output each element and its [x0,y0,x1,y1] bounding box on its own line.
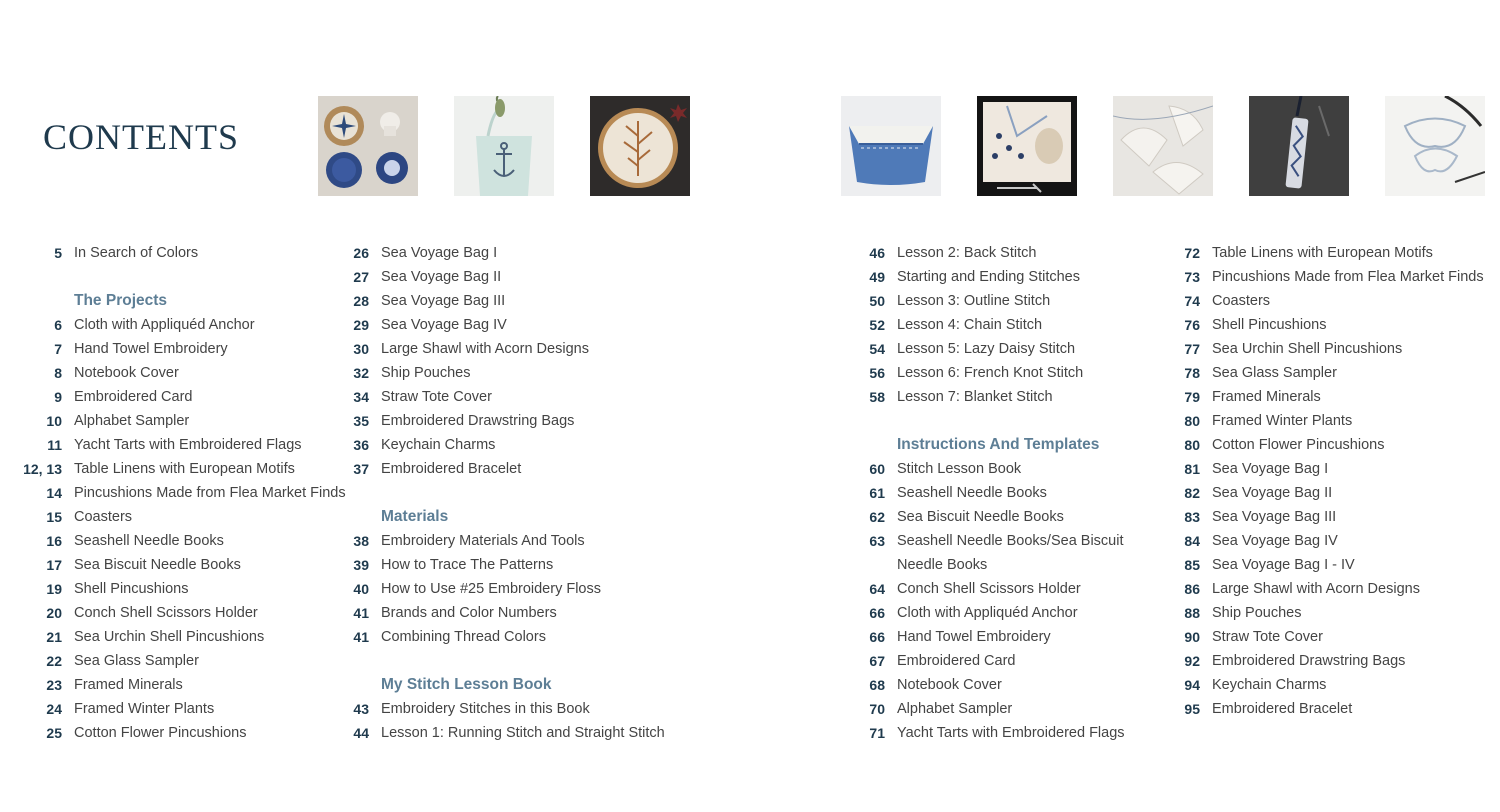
section-spacer [381,481,665,505]
toc-entry[interactable] [23,457,346,481]
toc-entry[interactable] [353,265,665,289]
entry-title: Notebook Cover [897,677,1002,693]
toc-entry[interactable] [46,721,346,745]
page-number: 78 [1184,365,1200,381]
toc-entry[interactable] [353,697,665,721]
entry-title: Yacht Tarts with Embroidered Flags [897,725,1125,741]
entry-title: Sea Voyage Bag I - IV [1212,557,1355,573]
toc-entry[interactable] [46,601,346,625]
toc-entry[interactable] [54,313,346,337]
entry-title: Large Shawl with Acorn Designs [381,341,589,357]
page-number: 95 [1184,701,1200,717]
page-number: 36 [353,437,369,453]
toc-entry[interactable] [46,577,346,601]
entry-title: Pincushions Made from Flea Market Finds [1212,269,1484,285]
toc-entry[interactable] [46,409,346,433]
toc-entry[interactable] [54,385,346,409]
entry-title: Seashell Needle Books [897,485,1047,501]
entry-title: Sea Voyage Bag II [381,269,502,285]
section-spacer [74,265,346,289]
entry-title: Embroidered Drawstring Bags [1212,653,1406,669]
page-number: 49 [869,269,885,285]
toc-entry[interactable] [1184,385,1484,409]
entry-title: Sea Glass Sampler [74,653,199,669]
tote-bag-photo [454,96,554,196]
toc-entry[interactable] [353,409,665,433]
toc-entry[interactable] [1184,313,1484,337]
page-number: 8 [54,365,62,381]
entry-title: Embroidery Materials And Tools [381,533,585,549]
toc-entry[interactable] [353,337,665,361]
page-number: 82 [1184,485,1200,501]
entry-title: Coasters [74,509,133,525]
toc-entry[interactable] [869,673,1125,697]
page-number: 16 [46,533,62,549]
page-number: 17 [46,557,62,573]
embroidery-hoop-photo [590,96,690,196]
entry-title: Straw Tote Cover [1212,629,1323,645]
page-number: 66 [869,605,885,621]
entry-title: Table Linens with European Motifs [74,461,295,477]
page-number: 94 [1184,677,1200,693]
page-number: 19 [46,581,62,597]
toc-entry[interactable] [353,553,665,577]
entry-title: Notebook Cover [74,365,179,381]
toc-entry[interactable] [869,697,1125,721]
page-number: 32 [353,365,369,381]
entry-title: Starting and Ending Stitches [897,269,1080,285]
toc-entry[interactable] [1184,265,1484,289]
toc-entry[interactable] [869,649,1125,673]
page-number: 71 [869,725,885,741]
toc-entry[interactable] [897,553,1125,577]
page-number: 28 [353,293,369,309]
toc-column-4 [1184,241,1484,721]
page-number: 11 [47,437,62,453]
toc-entry[interactable] [1184,601,1484,625]
page-number: 37 [353,461,369,477]
page-number: 29 [353,317,369,333]
entry-title: Cotton Flower Pincushions [74,725,247,741]
page-number: 85 [1184,557,1200,573]
entry-title: Keychain Charms [1212,677,1327,693]
toc-entry[interactable] [46,553,346,577]
entry-title: Alphabet Sampler [74,413,190,429]
entry-title: Embroidered Bracelet [1212,701,1353,717]
page-number: 88 [1184,605,1200,621]
entry-title: Ship Pouches [381,365,471,381]
entry-title: Lesson 7: Blanket Stitch [897,389,1053,405]
entry-title: Framed Minerals [1212,389,1321,405]
needle-book-photo [977,96,1077,196]
toc-entry[interactable] [353,577,665,601]
toc-entry[interactable] [353,433,665,457]
page-number: 10 [46,413,62,429]
toc-entry[interactable] [54,337,346,361]
toc-entry[interactable] [46,505,346,529]
page-number: 92 [1184,653,1200,669]
toc-entry[interactable] [1184,409,1484,433]
section-heading: The Projects [74,292,168,309]
page-number: 68 [869,677,885,693]
toc-entry[interactable] [869,721,1125,745]
toc-entry[interactable] [869,577,1125,601]
page-number: 58 [869,389,885,405]
toc-entry[interactable] [353,529,665,553]
toc-entry[interactable] [1184,241,1484,265]
page-number: 15 [46,509,62,525]
entry-title: In Search of Colors [74,245,199,261]
entry-title: Table Linens with European Motifs [1212,245,1433,261]
page-number: 30 [353,341,369,357]
section-heading: Materials [381,508,449,525]
entry-title: Sea Voyage Bag I [381,245,498,261]
toc-entry[interactable] [869,601,1125,625]
entry-title: Lesson 4: Chain Stitch [897,317,1043,333]
page-number: 62 [869,509,885,525]
page-number: 83 [1184,509,1200,525]
entry-title: Alphabet Sampler [897,701,1013,717]
toc-entry[interactable] [869,385,1125,409]
toc-entry[interactable] [1184,433,1484,457]
entry-title: Large Shawl with Acorn Designs [1212,581,1420,597]
toc-entry[interactable] [47,433,346,457]
page-number: 67 [869,653,885,669]
entry-title: Sea Voyage Bag IV [1212,533,1338,549]
page-number: 23 [46,677,62,693]
page-number: 56 [869,365,885,381]
toc-entry[interactable] [46,529,346,553]
page-number: 76 [1184,317,1200,333]
pouch-photo [841,96,941,196]
toc-entry[interactable] [1184,649,1484,673]
toc-entry[interactable] [353,457,665,481]
toc-entry[interactable] [869,313,1125,337]
entry-title: Cloth with Appliquéd Anchor [897,605,1078,621]
table-linen-photo [1385,96,1485,196]
entry-title: Framed Winter Plants [74,701,215,717]
entry-title: Conch Shell Scissors Holder [897,581,1081,597]
entry-title: Sea Voyage Bag III [1212,509,1337,525]
page-number: 61 [869,485,885,501]
entry-title: Lesson 6: French Knot Stitch [897,365,1084,381]
page-number: 79 [1184,389,1200,405]
page-number: 5 [54,245,62,261]
toc-entry[interactable] [1184,337,1484,361]
entry-title: Sea Voyage Bag IV [381,317,507,333]
toc-entry[interactable] [1184,553,1484,577]
entry-title: Straw Tote Cover [381,389,492,405]
toc-entry[interactable] [54,361,346,385]
toc-entry[interactable] [1184,457,1484,481]
toc-entry[interactable] [353,721,665,745]
page-number: 9 [54,389,62,405]
page-number: 90 [1184,629,1200,645]
entry-title: How to Trace The Patterns [381,557,554,573]
toc-entry[interactable] [46,649,346,673]
toc-column-1 [23,241,346,745]
toc-entry[interactable] [54,241,346,265]
entry-title: Embroidered Card [74,389,193,405]
entry-title: Embroidered Drawstring Bags [381,413,575,429]
page-number: 21 [46,629,62,645]
page-number: 12, 13 [23,461,62,477]
entry-title: Seashell Needle Books [74,533,224,549]
toc-entry[interactable] [869,529,1125,553]
toc-entry[interactable] [1184,481,1484,505]
entry-title: Sea Urchin Shell Pincushions [74,629,265,645]
page-number: 60 [869,461,885,477]
page-number: 25 [46,725,62,741]
page-number: 73 [1184,269,1200,285]
entry-title: Cloth with Appliquéd Anchor [74,317,255,333]
entry-title: Stitch Lesson Book [897,461,1022,477]
page-number: 70 [869,701,885,717]
page-number: 74 [1184,293,1200,309]
entry-title: Hand Towel Embroidery [897,629,1051,645]
entry-title: Coasters [1212,293,1271,309]
toc-entry[interactable] [1184,505,1484,529]
entry-title: Seashell Needle Books/Sea Biscuit [897,533,1124,549]
toc-entry[interactable] [1184,625,1484,649]
toc-entry[interactable] [869,265,1125,289]
page-number: 80 [1184,413,1200,429]
toc-entry[interactable] [1184,673,1484,697]
toc-entry[interactable] [1184,361,1484,385]
page-number: 72 [1184,245,1200,261]
entry-title: Sea Voyage Bag I [1212,461,1329,477]
page-number: 26 [353,245,369,261]
toc-entry[interactable] [869,481,1125,505]
entry-title: Sea Voyage Bag II [1212,485,1333,501]
toc-entry[interactable] [1184,529,1484,553]
toc-entry[interactable] [46,697,346,721]
page-number: 34 [353,389,369,405]
toc-entry[interactable] [353,601,665,625]
toc-column-3 [869,241,1125,745]
entry-title: Yacht Tarts with Embroidered Flags [74,437,302,453]
toc-entry[interactable] [869,289,1125,313]
page-number: 6 [54,317,62,333]
page-number: 63 [869,533,885,549]
entry-title: Lesson 3: Outline Stitch [897,293,1051,309]
page-number: 86 [1184,581,1200,597]
toc-entry[interactable] [869,457,1125,481]
entry-title: Brands and Color Numbers [381,605,557,621]
entry-title: Hand Towel Embroidery [74,341,228,357]
page-number: 22 [46,653,62,669]
page-number: 50 [869,293,885,309]
toc-entry[interactable] [353,313,665,337]
page-number: 43 [353,701,369,717]
section-heading: Instructions And Templates [897,436,1100,453]
entry-title: Lesson 2: Back Stitch [897,245,1037,261]
section-heading: My Stitch Lesson Book [381,676,552,693]
entry-title: Cotton Flower Pincushions [1212,437,1385,453]
page-number: 44 [353,725,369,741]
page-number: 24 [46,701,62,717]
toc-entry[interactable] [353,361,665,385]
entry-title: Keychain Charms [381,437,496,453]
page-number: 14 [46,485,62,501]
toc-entry[interactable] [1184,577,1484,601]
entry-title: Sea Biscuit Needle Books [897,509,1064,525]
entry-title: Lesson 1: Running Stitch and Straight Stitch [381,725,665,741]
section-spacer [381,649,665,673]
page-number: 7 [54,341,62,357]
toc-entry[interactable] [1184,289,1484,313]
section-spacer [897,409,1125,433]
toc-entry[interactable] [1184,697,1484,721]
toc-entry[interactable] [869,241,1125,265]
toc-entry[interactable] [46,481,346,505]
toc-entry[interactable] [353,289,665,313]
toc-entry[interactable] [869,337,1125,361]
entry-title: Sea Glass Sampler [1212,365,1337,381]
toc-entry[interactable] [869,625,1125,649]
entry-title: Embroidered Bracelet [381,461,522,477]
entry-title: Ship Pouches [1212,605,1302,621]
page-number: 54 [869,341,885,357]
entry-title: Sea Voyage Bag III [381,293,506,309]
page-number: 64 [869,581,885,597]
entry-title: Framed Minerals [74,677,183,693]
toc-entry[interactable] [353,625,665,649]
entry-title: Needle Books [897,557,988,573]
toc-column-2 [353,241,665,745]
entry-title: Framed Winter Plants [1212,413,1353,429]
toc-entry[interactable] [869,505,1125,529]
page-title: CONTENTS [43,117,239,158]
entry-title: Lesson 5: Lazy Daisy Stitch [897,341,1076,357]
page-number: 40 [353,581,369,597]
page-number: 27 [353,269,369,285]
toc-entry[interactable] [353,385,665,409]
shell-pincushions-photo [1113,96,1213,196]
toc-entry[interactable] [46,673,346,697]
page-number: 41 [353,605,369,621]
page-number: 52 [869,317,885,333]
page-number: 80 [1184,437,1200,453]
page-number: 66 [869,629,885,645]
entry-title: Shell Pincushions [74,581,189,597]
page-number: 77 [1184,341,1200,357]
keychain-charm-photo [1249,96,1349,196]
entry-title: Combining Thread Colors [381,629,546,645]
toc-entry[interactable] [869,361,1125,385]
entry-title: Sea Urchin Shell Pincushions [1212,341,1403,357]
page-number: 46 [869,245,885,261]
entry-title: Embroidered Card [897,653,1016,669]
entry-title: How to Use #25 Embroidery Floss [381,581,601,597]
entry-title: Embroidery Stitches in this Book [381,701,590,717]
toc-entry[interactable] [353,241,665,265]
entry-title: Pincushions Made from Flea Market Finds [74,485,346,501]
coasters-photo [318,96,418,196]
entry-title: Shell Pincushions [1212,317,1327,333]
page-number: 20 [46,605,62,621]
page-number: 41 [353,629,369,645]
page-number: 84 [1184,533,1200,549]
page-number: 39 [353,557,369,573]
toc-entry[interactable] [46,625,346,649]
page-number: 38 [353,533,369,549]
page-number: 35 [353,413,369,429]
page-number: 81 [1184,461,1200,477]
entry-title: Conch Shell Scissors Holder [74,605,258,621]
entry-title: Sea Biscuit Needle Books [74,557,241,573]
